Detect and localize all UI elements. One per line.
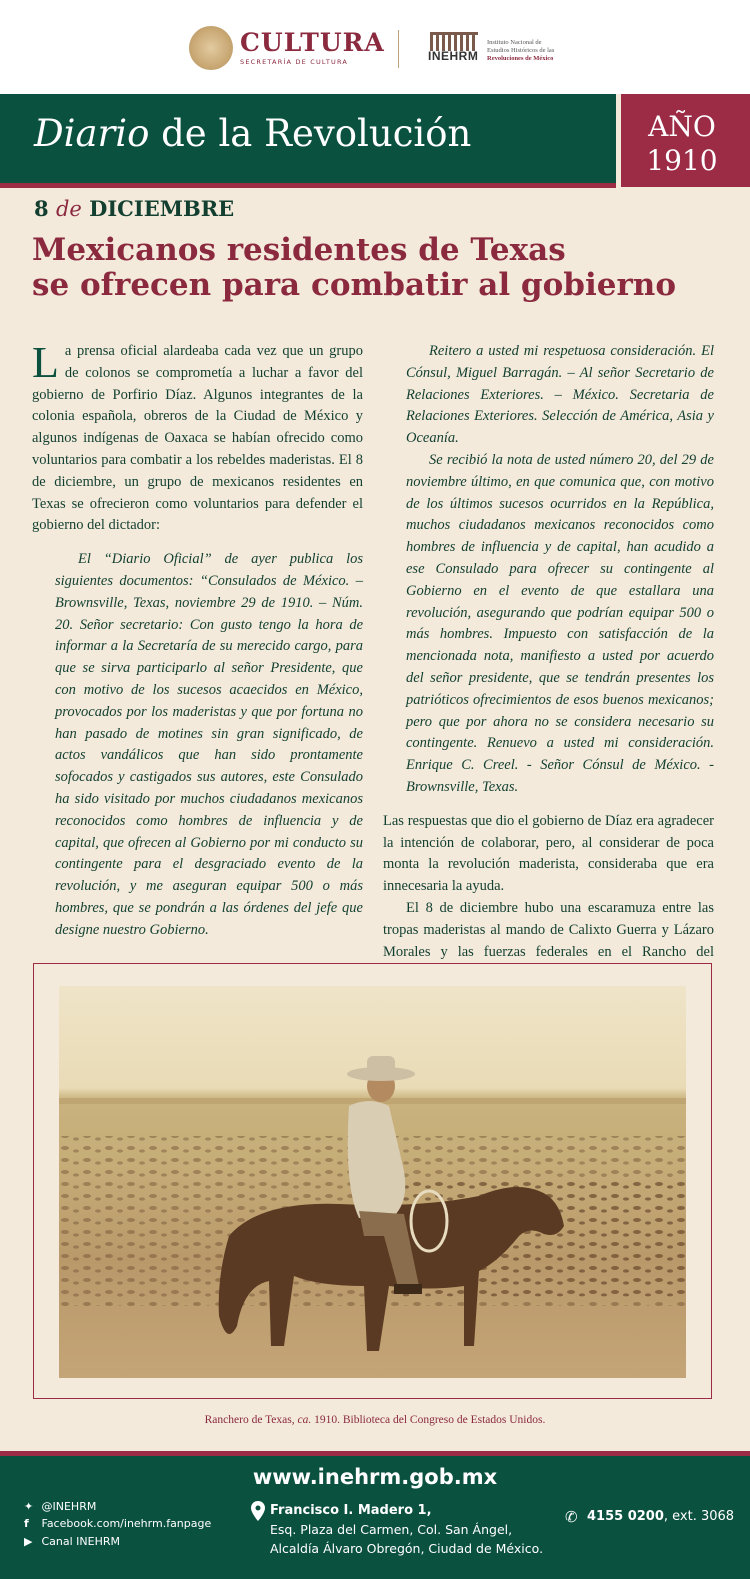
institute-line2: Estudios Históricos de las [487, 47, 555, 54]
address-line2: Esq. Plaza del Carmen, Col. San Ángel, [270, 1522, 513, 1537]
photo-caption [0, 1414, 750, 1426]
article-paragraph-1 [32, 338, 363, 537]
caption-ca: ca. [297, 1414, 312, 1426]
rancher-illustration [59, 986, 686, 1378]
cultura-logo-text: CULTURA [240, 28, 385, 57]
phone-icon: ✆ [565, 1508, 578, 1526]
social-facebook[interactable] [24, 1517, 211, 1530]
article-column-left [32, 338, 363, 942]
publication-title-italic: Diario [34, 112, 150, 155]
date-month: DICIEMBRE [89, 196, 235, 221]
article-paragraph-3: El 8 de diciembre hubo una escaramuza entre las tropas maderistas al mando de Calixto Guerra y Lázaro Morales y las fuerzas federales en el Rancho del [383, 899, 714, 960]
caption-text-2: 1910. Biblioteca del Congreso de Estados Unidos. [311, 1414, 546, 1426]
publication-title-rest: de la Revolución [149, 112, 472, 155]
youtube-icon: ▶ [24, 1535, 33, 1548]
institute-name [487, 39, 567, 63]
phone-ext: , ext. 3068 [663, 1509, 735, 1524]
facebook-icon: f [24, 1517, 29, 1530]
address-line3: Alcaldía Álvaro Obregón, Ciudad de México. [270, 1541, 544, 1556]
phone-main: 4155 0200 [587, 1509, 664, 1524]
national-seal-icon [189, 26, 233, 70]
location-pin-icon [251, 1501, 265, 1521]
date-day: 8 [34, 196, 49, 221]
article-paragraph-2: Las respuestas que dio el gobierno de Díaz era agradecer la intención de colaborar, pero, al considerar de poca monta la revolución maderista, consideraba que era innecesaria la ayuda. [383, 812, 714, 895]
address [270, 1500, 543, 1558]
twitter-icon: ✦ [24, 1500, 34, 1513]
paragraph-1-text: a prensa oficial alardeaba cada vez que un grupo de colonos se comprometía a luchar a favor del gobierno de Porfirio Díaz. Algunos integrantes de la colonia española, obreros de la Ciudad de México y algunos indígenas de Oaxaca se habían ofrecido como voluntarios para combatir a los rebeldes maderistas. El 8 de diciembre, un grupo de mexicanos residentes en Texas se ofrecieron como voluntarios para defender el gobierno del dictador: [32, 343, 363, 534]
article-column-right [383, 341, 714, 985]
publication-title [34, 112, 471, 155]
drop-cap: L [32, 338, 59, 387]
facebook-url: Facebook.com/inehrm.fanpage [41, 1517, 212, 1530]
cultura-subtitle: SECRETARÍA DE CULTURA [240, 58, 349, 66]
logo-divider [398, 30, 399, 68]
twitter-handle: @INEHRM [41, 1500, 97, 1513]
youtube-channel: Canal INEHRM [41, 1535, 121, 1548]
social-youtube[interactable] [24, 1535, 120, 1548]
website-link[interactable]: www.inehrm.gob.mx [252, 1465, 498, 1489]
address-line1: Francisco I. Madero 1, [270, 1503, 432, 1518]
rancher-photo [59, 986, 686, 1378]
social-twitter[interactable] [24, 1500, 96, 1513]
entry-date [34, 196, 234, 221]
quoted-document-2: Reitero a usted mi respetuosa consideración. El Cónsul, Miguel Barragán. – Al señor Secretario de Relaciones Exteriores. – México. Secretaria de Relaciones Exteriores. Selección de América, Asia y Oceanía. [406, 343, 714, 447]
header-red-rule [0, 183, 616, 188]
article-headline [32, 233, 722, 303]
phone-number[interactable] [587, 1509, 734, 1524]
year-label: AÑO [648, 110, 716, 143]
institute-line3: Revoluciones de México [487, 55, 554, 62]
headline-line2: se ofrecen para combatir al gobierno [32, 267, 677, 303]
date-de: de [55, 197, 82, 221]
caption-text-1: Ranchero de Texas, [204, 1414, 298, 1426]
headline-line1: Mexicanos residentes de Texas [32, 232, 566, 268]
inehrm-logo [428, 32, 482, 64]
inehrm-logo-text: INEHRM [428, 49, 479, 63]
quoted-document-1: El “Diario Oficial” de ayer publica los siguientes documentos: “Consulados de México. – Brownsville, Texas, noviembre 29 de 1910. – Núm. 20. Señor secretario: Con gusto tengo la hora de informar a la Secretaría de su merecido cargo, para que se sirva participarlo al señor Presidente, que con motivo de los sucesos acaecidos en México, provocados por los maderistas y que por fortuna no han pasado de motines sin gran significado, de actos vandálicos que han sido prontamente sofocados y castigados sus autores, este Consulado ha sido visitado por muchos ciudadanos mexicanos reconocidos como hombres de influencia y de capital, que ofrecen al Gobierno por mi conducto su contingente para el desgraciado evento de la revolución, y me aseguran equipar 500 o más hombres, que se pondrán a las órdenes del jefe que designe nuestro Gobierno. [55, 551, 363, 938]
quoted-document-3: Se recibió la nota de usted número 20, del 29 de noviembre último, en que comunica que, con motivo de los últimos sucesos ocurridos en la República, muchos ciudadanos mexicanos reconocidos como hombres de influencia y de capital, han acudido a ese Consulado para ofrecer su contingente al Gobierno en el evento de que estallara una revolución, asegurando que podrían equipar 500 o más hombres. Impuesto con satisfacción de la mencionada nota, manifiesto a usted por acuerdo del señor presidente, que se tendrán presentes los patrióticos ofrecimientos de esos buenos mexicanos; pero que por ahora no se considera necesario su contingente. Renuevo a usted mi consideración. Enrique C. Creel. - Señor Cónsul de México. - Brownsville, Texas. [406, 451, 714, 795]
year-number: 1910 [646, 144, 718, 177]
institute-line1: Instituto Nacional de [487, 39, 542, 46]
